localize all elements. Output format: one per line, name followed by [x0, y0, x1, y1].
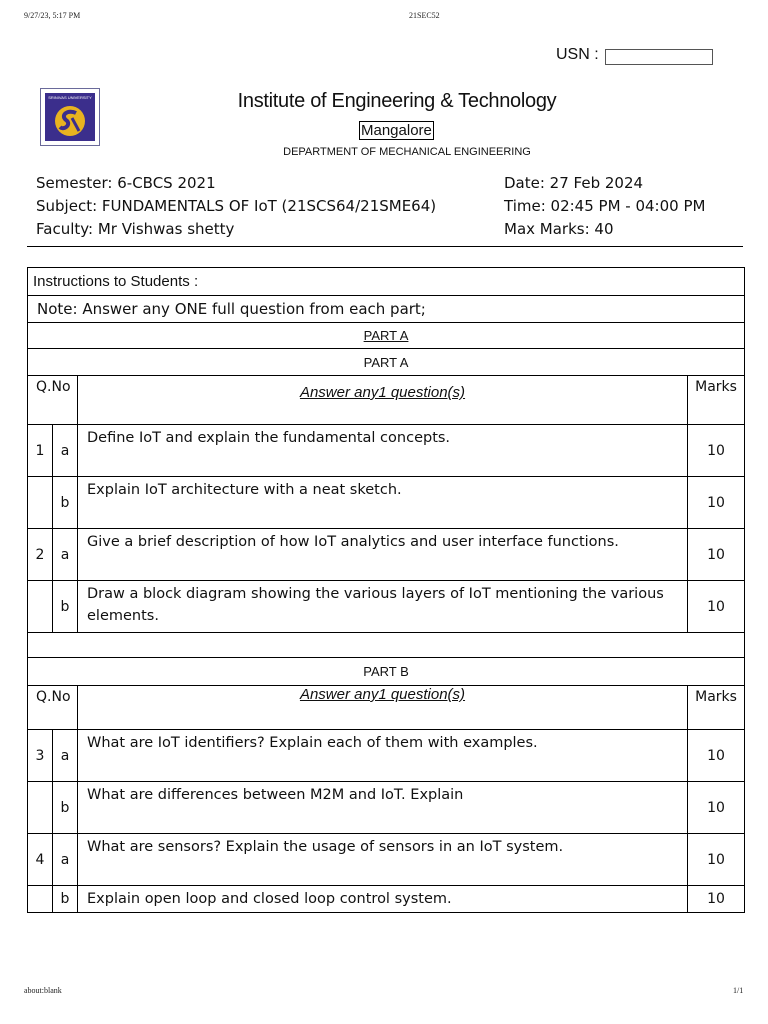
question-text: Explain IoT architecture with a neat sketch.	[78, 477, 688, 529]
question-row	[28, 834, 745, 886]
exam-info-right	[504, 172, 705, 241]
spacer-row	[28, 633, 745, 658]
question-text: Explain open loop and closed loop control system.	[78, 886, 688, 913]
instructions-title: Instructions to Students	[33, 273, 190, 290]
question-sub: b	[53, 477, 78, 529]
question-number	[28, 782, 53, 834]
part-a-title: PART A	[28, 349, 745, 376]
question-number: 4	[28, 834, 53, 886]
part-a-banner	[28, 323, 745, 349]
question-text: Define IoT and explain the fundamental concepts.	[78, 425, 688, 477]
question-table	[27, 267, 745, 913]
city-name: Mangalore	[361, 122, 432, 139]
col-marks: Marks	[688, 376, 745, 425]
subject: Subject: FUNDAMENTALS OF IoT (21SCS64/21SME64)	[36, 197, 437, 215]
max-marks: Max Marks: 40	[504, 220, 614, 238]
question-row	[28, 782, 745, 834]
question-number: 1	[28, 425, 53, 477]
question-text: What are sensors? Explain the usage of sensors in an IoT system.	[78, 834, 688, 886]
instructions-cell	[28, 268, 745, 296]
question-number: 3	[28, 730, 53, 782]
institute-title: Institute of Engineering & Technology	[237, 90, 557, 112]
question-sub: b	[53, 886, 78, 913]
question-number	[28, 886, 53, 913]
question-text: What are IoT identifiers? Explain each of them with examples.	[78, 730, 688, 782]
question-marks: 10	[688, 477, 745, 529]
print-footer-url: about:blank	[24, 986, 62, 995]
question-text: Give a brief description of how IoT analytics and user interface functions.	[78, 529, 688, 581]
question-row	[28, 581, 745, 633]
question-row	[28, 477, 745, 529]
col-marks: Marks	[688, 686, 745, 730]
part-b-title: PART B	[28, 658, 745, 686]
question-marks: 10	[688, 425, 745, 477]
question-text: Draw a block diagram showing the various layers of IoT mentioning the various elements.	[78, 581, 688, 633]
question-row	[28, 425, 745, 477]
print-doc-code: 21SEC52	[409, 11, 440, 20]
question-row	[28, 529, 745, 581]
question-number	[28, 581, 53, 633]
print-datetime: 9/27/23, 5:17 PM	[24, 11, 81, 20]
semester: Semester: 6-CBCS 2021	[36, 174, 216, 192]
question-marks: 10	[688, 730, 745, 782]
col-qno: Q.No	[28, 376, 78, 425]
print-footer-page: 1/1	[733, 986, 744, 995]
question-sub: a	[53, 529, 78, 581]
question-marks: 10	[688, 581, 745, 633]
question-row	[28, 886, 745, 913]
department-name: DEPARTMENT OF MECHANICAL ENGINEERING	[283, 146, 531, 158]
question-sub: b	[53, 782, 78, 834]
question-row	[28, 730, 745, 782]
question-text: What are differences between M2M and IoT. Explain	[78, 782, 688, 834]
question-sub: a	[53, 425, 78, 477]
col-qno: Q.No	[28, 686, 78, 730]
logo-text: SRINIVAS UNIVERSITY	[48, 95, 92, 100]
question-marks: 10	[688, 886, 745, 913]
instructions-colon: :	[193, 273, 199, 290]
question-number	[28, 477, 53, 529]
usn-input-box[interactable]	[605, 49, 713, 65]
faculty: Faculty: Mr Vishwas shetty	[36, 220, 235, 238]
question-marks: 10	[688, 529, 745, 581]
usn-label: USN :	[556, 46, 599, 63]
exam-time: Time: 02:45 PM - 04:00 PM	[504, 197, 706, 215]
answer-instruction-b: Answer any1 question(s)	[78, 686, 688, 730]
question-sub: a	[53, 730, 78, 782]
header-divider	[27, 246, 743, 247]
question-marks: 10	[688, 782, 745, 834]
part-a-banner-label: PART A	[363, 328, 409, 343]
question-sub: a	[53, 834, 78, 886]
exam-date: Date: 27 Feb 2024	[504, 174, 644, 192]
exam-info-left	[36, 172, 436, 241]
question-number: 2	[28, 529, 53, 581]
note: Note: Answer any ONE full question from each part;	[28, 296, 745, 323]
question-sub: b	[53, 581, 78, 633]
question-marks: 10	[688, 834, 745, 886]
answer-instruction-a: Answer any1 question(s)	[78, 376, 688, 425]
